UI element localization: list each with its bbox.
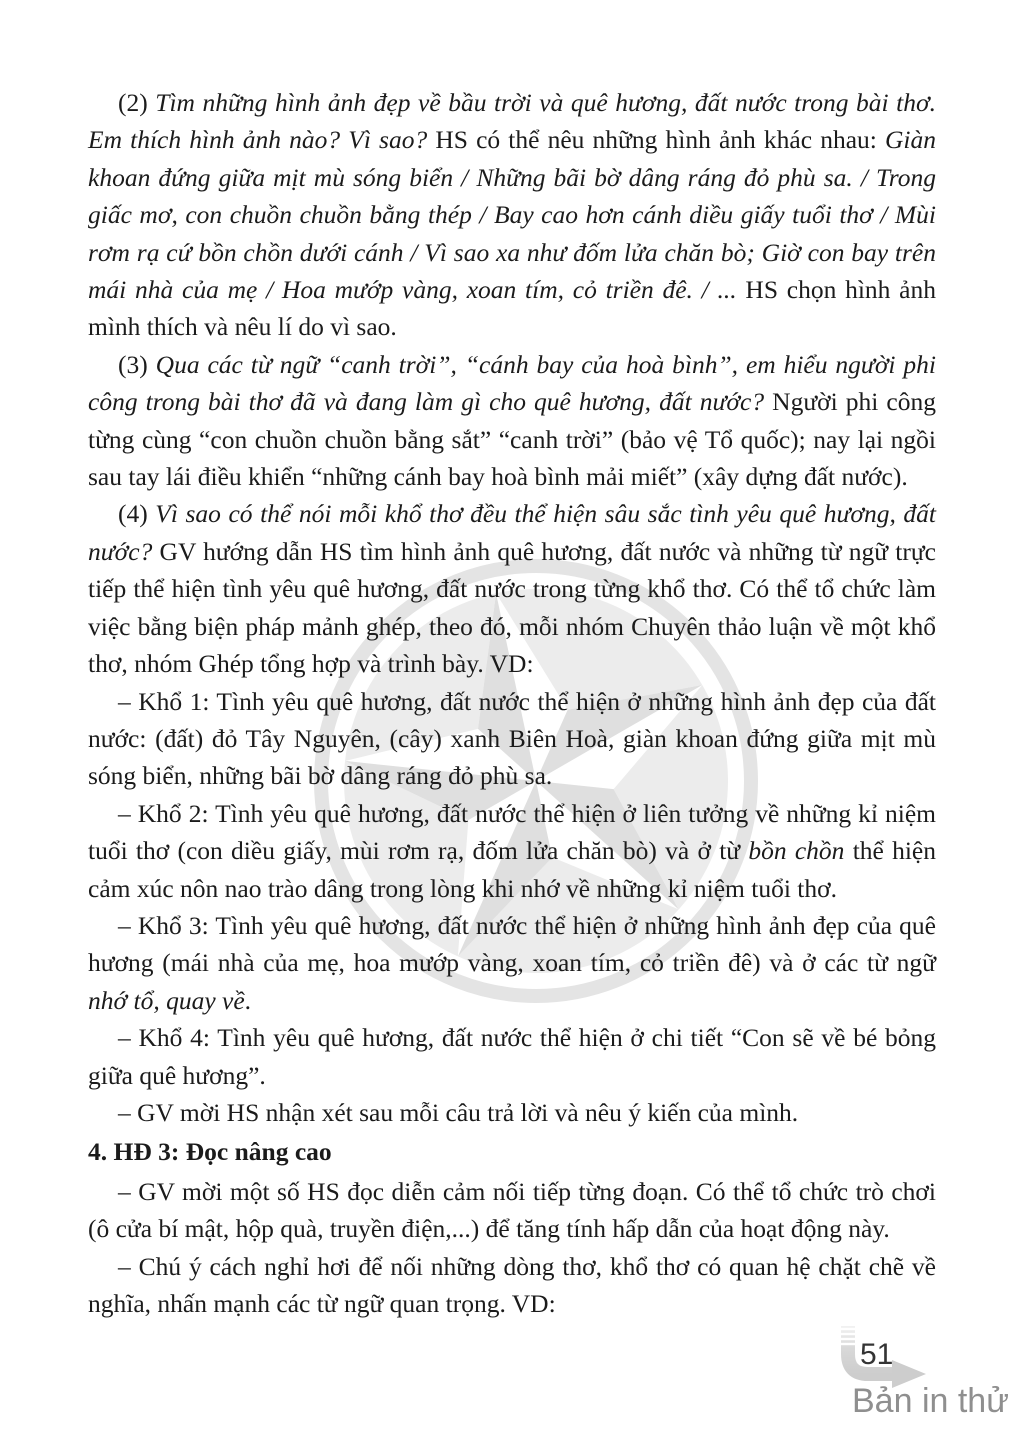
text-segment: bồn chồn [748, 836, 853, 866]
paragraph [88, 1094, 936, 1131]
text-segment: Giàn khoan đứng giữa mịt mù sóng biển / Những bãi bờ dâng ráng đỏ phù sa. / Trong giấc mơ, con chuồn chuồn bằng thép / Bay cao hơn cánh diều giấy tuổi thơ / Mùi rơm rạ cứ bồn chồn dưới cánh / Vì sao xa như đốm lửa chăn bò; Giờ con bay trên mái nhà của mẹ / Hoa mướp vàng, xoan tím, cỏ triền đê. / ... [88, 125, 936, 305]
page-footer [826, 1322, 1009, 1432]
text-segment: 4. HĐ 3: Đọc nâng cao [88, 1137, 332, 1167]
text-segment: Vì sao có thể nói mỗi khổ thơ đều thể hiện sâu sắc tình yêu quê hương, đất nước? [88, 499, 937, 566]
text-segment: – Khổ 3: Tình yêu quê hương, đất nước thể hiện ở những hình ảnh đẹp của quê hương (mái nhà của mẹ, hoa mướp vàng, xoan tím, cỏ triền đê) và ở các từ ngữ [88, 910, 936, 978]
text-segment: GV hướng dẫn HS tìm hình ảnh quê hương, đất nước và những từ ngữ trực tiếp thể hiện tình yêu quê hương, đất nước trong từng khổ thơ. Có thể tổ chức làm việc bằng biện pháp mảnh ghép, theo đó, mỗi nhóm Chuyên thảo luận về một khổ thơ, nhóm Ghép tổng hợp và trình bày. VD: [88, 536, 936, 679]
text-segment: Qua các từ ngữ “canh trời”, “cánh bay của hoà bình”, em hiểu người phi công trong bài thơ đã và đang làm gì cho quê hương, đất nước? [88, 349, 937, 417]
paragraph [88, 795, 936, 907]
text-segment: – Khổ 1: Tình yêu quê hương, đất nước thể hiện ở những hình ảnh đẹp của đất nước: (đất) đỏ Tây Nguyên, (cây) xanh Biên Hoà, giàn khoan đứng giữa mịt mù sóng biển, những bãi bờ dâng ráng đỏ phù sa. [88, 686, 936, 791]
text-segment: . [244, 985, 252, 1015]
text-segment: nhớ tổ, quay về [88, 985, 245, 1015]
text-segment: – Chú ý cách nghỉ hơi để nối những dòng thơ, khổ thơ có quan hệ chặt chẽ về nghĩa, nhấn mạnh các từ ngữ quan trọng. VD: [88, 1251, 936, 1318]
text-segment: HS chọn hình ảnh mình thích và nêu lí do vì sao. [88, 275, 936, 342]
paragraph [88, 683, 936, 795]
proof-print-label: Bản in thử [852, 1382, 1009, 1420]
text-segment: (3) [118, 349, 156, 379]
text-segment: – GV mời một số HS đọc diễn cảm nối tiếp từng đoạn. Có thể tổ chức trò chơi (ô cửa bí mật, hộp quà, truyền điện,...) để tăng tính hấp dẫn của hoạt động này. [88, 1176, 936, 1244]
text-segment: (2) [118, 88, 156, 117]
text-segment: Người phi công từng cùng “con chuồn chuồn bằng sắt” “canh trời” (bảo vệ Tổ quốc); nay lại ngồi sau tay lái điều khiển “những cánh bay hoà bình mải miết” (xây dựng đất nước). [88, 387, 936, 492]
text-segment: thể hiện cảm xúc nôn nao trào dâng trong lòng khi nhớ về những kỉ niệm tuổi thơ. [88, 836, 936, 903]
paragraph [88, 907, 936, 1019]
paragraph [88, 1173, 936, 1248]
section-heading [88, 1133, 936, 1170]
text-segment: (4) [118, 499, 156, 529]
page-number: 51 [860, 1338, 894, 1371]
text-segment: HS có thể nêu những hình ảnh khác nhau: [435, 125, 885, 155]
document-text-block [88, 84, 936, 1322]
paragraph [88, 1019, 936, 1094]
paragraph [88, 84, 936, 346]
text-segment: – GV mời HS nhận xét sau mỗi câu trả lời và nêu ý kiến của mình. [118, 1097, 799, 1127]
paragraph [88, 346, 936, 496]
paragraph [88, 1248, 936, 1323]
text-segment: Tìm những hình ảnh đẹp về bầu trời và quê hương, đất nước trong bài thơ. Em thích hình ảnh nào? Vì sao? [88, 88, 936, 155]
text-segment: – Khổ 4: Tình yêu quê hương, đất nước thể hiện ở chi tiết “Con sẽ về bé bỏng giữa quê hương”. [88, 1023, 936, 1090]
paragraph [88, 495, 936, 682]
text-segment: – Khổ 2: Tình yêu quê hương, đất nước thể hiện ở liên tưởng về những kỉ niệm tuổi thơ (con diều giấy, mùi rơm rạ, đốm lửa chăn bò) và ở từ [88, 798, 936, 866]
